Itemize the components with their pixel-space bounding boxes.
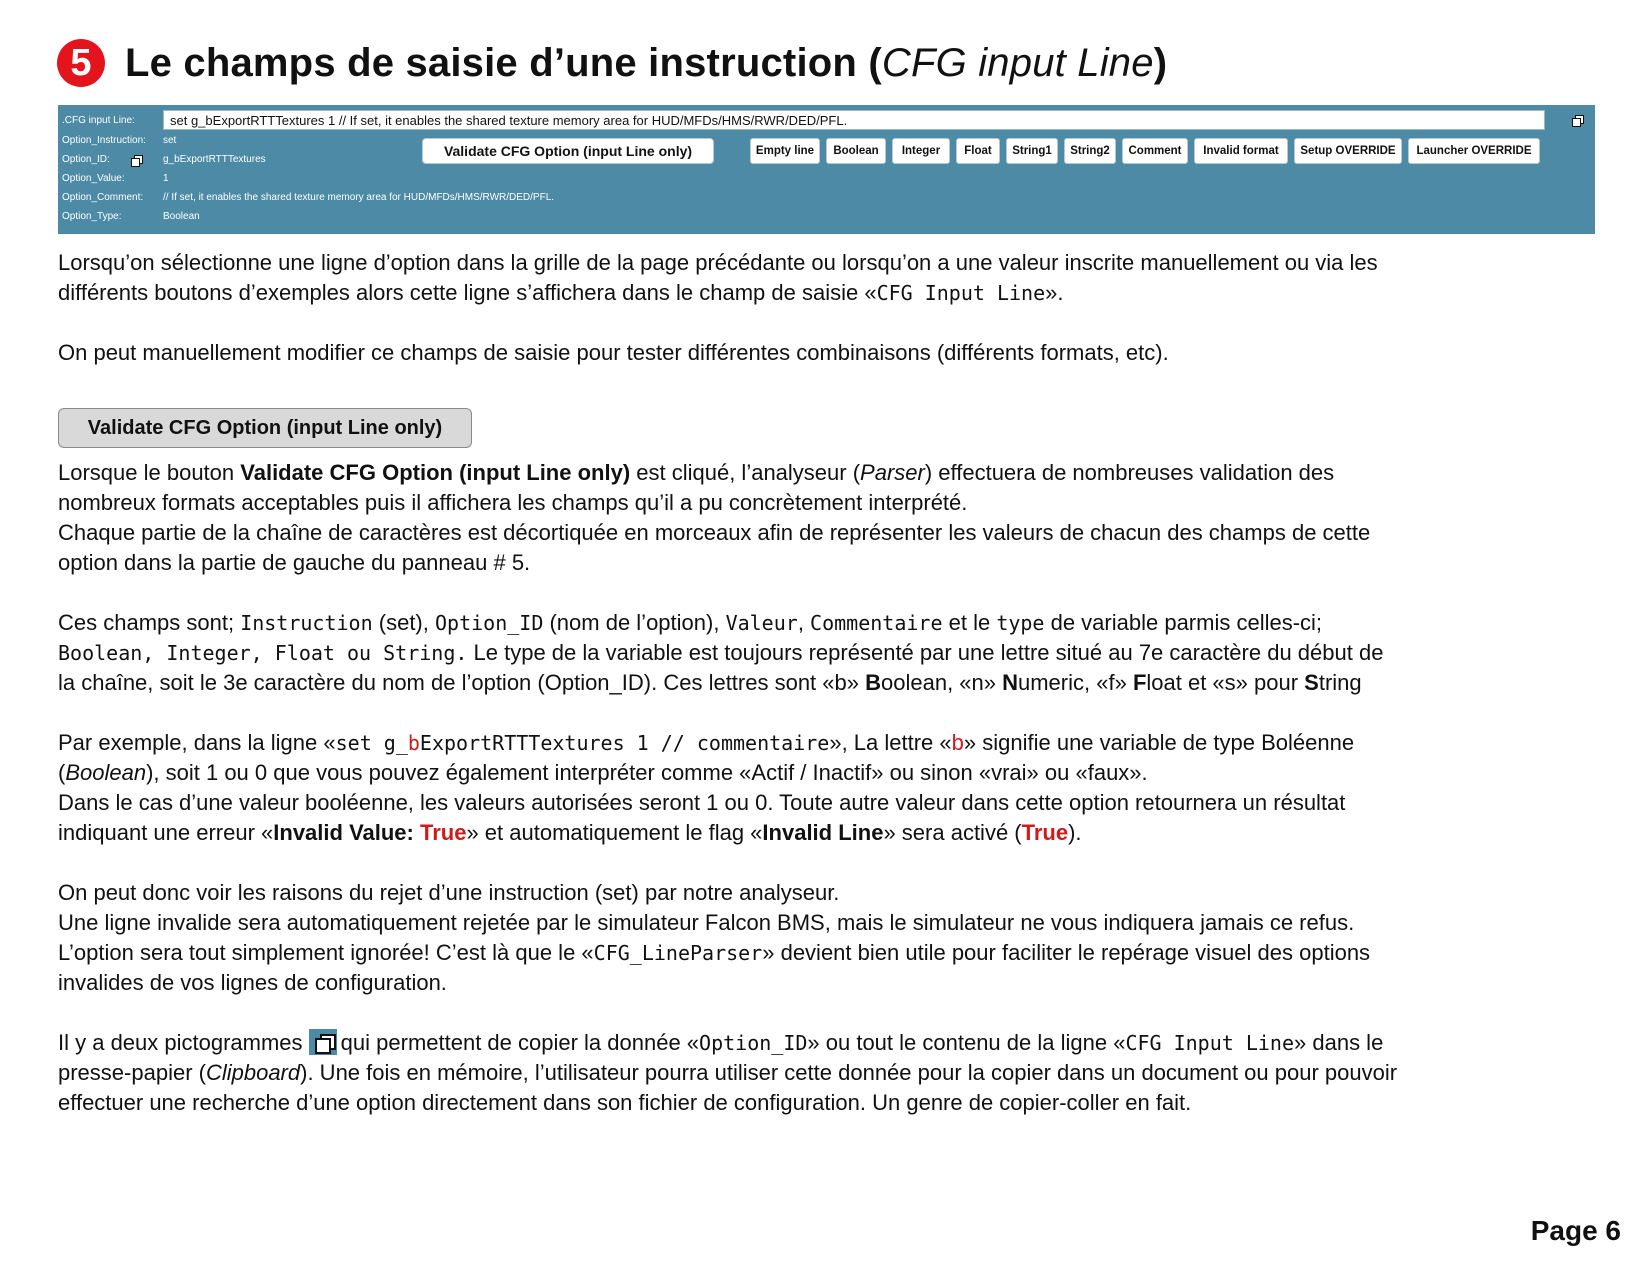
paragraph-line: (Boolean), soit 1 ou 0 que vous pouvez également interpréter comme «Actif / Inactif» ou sinon «vrai» ou «faux». xyxy=(58,760,1148,785)
paragraph-line: L’option sera tout simplement ignorée! C’est là que le «CFG_LineParser» devient bien utile pour faciliter le repérage visuel des options xyxy=(58,940,1371,965)
paragraph-line: différents boutons d’exemples alors cette ligne s’affichera dans le champ de saisie «CFG Input Line». xyxy=(58,280,1064,305)
validate-cfg-option-button-illustration: Validate CFG Option (input Line only) xyxy=(58,408,472,448)
cfg-input-line-label: .CFG input Line: xyxy=(62,115,135,126)
copy-icon[interactable] xyxy=(131,155,142,166)
paragraph-line: la chaîne, soit le 3e caractère du nom de l’option (Option_ID). Ces lettres sont «b» Boolean, «n» Numeric, «f» Float et «s» pour String xyxy=(58,670,1362,695)
sample-comment-button[interactable]: Comment xyxy=(1122,138,1188,164)
cfg-input-panel xyxy=(58,105,1595,234)
paragraph-line: On peut manuellement modifier ce champs de saisie pour tester différentes combinaisons (différents formats, etc). xyxy=(58,340,1169,365)
paragraph-line: Par exemple, dans la ligne «set g_bExportRTTTextures 1 // commentaire», La lettre «b» signifie une variable de type Boléenne xyxy=(58,730,1355,755)
paragraph-line: invalides de vos lignes de configuration. xyxy=(58,970,447,995)
validate-cfg-option-button[interactable]: Validate CFG Option (input Line only) xyxy=(422,138,714,164)
option-type-value: Boolean xyxy=(163,211,200,222)
option-instruction-value: set xyxy=(163,135,177,146)
option-value-label: Option_Value: xyxy=(62,173,125,184)
option-type-label: Option_Type: xyxy=(62,211,122,222)
sample-invalid-format-button[interactable]: Invalid format xyxy=(1194,138,1288,164)
sample-launcher-override-button[interactable]: Launcher OVERRIDE xyxy=(1408,138,1540,164)
option-comment-value: // If set, it enables the shared texture memory area for HUD/MFDs/HMS/RWR/DED/PFL. xyxy=(163,192,555,203)
paragraph-line: Lorsqu’on sélectionne une ligne d’option dans la grille de la page précédante ou lorsqu’on a une valeur inscrite manuellement ou via les xyxy=(58,250,1378,275)
paragraph-line: Une ligne invalide sera automatiquement rejetée par le simulateur Falcon BMS, mais le simulateur ne vous indiquera jamais ce refus. xyxy=(58,910,1355,935)
paragraph-line: nombreux formats acceptables puis il affichera les champs qu’il a pu concrètement interprété. xyxy=(58,490,968,515)
paragraph-line: On peut donc voir les raisons du rejet d’une instruction (set) par notre analyseur. xyxy=(58,880,840,905)
option-value-value: 1 xyxy=(163,173,169,184)
paragraph-line: presse-papier (Clipboard). Une fois en mémoire, l’utilisateur pourra utiliser cette donnée pour la copier dans un document ou pour pouvoir xyxy=(58,1060,1398,1085)
page-title: Le champs de saisie d’une instruction (CFG input Line) xyxy=(125,40,1168,85)
option-id-label: Option_ID: xyxy=(62,154,110,165)
sample-boolean-button[interactable]: Boolean xyxy=(826,138,886,164)
paragraph-line: option dans la partie de gauche du panneau # 5. xyxy=(58,550,531,575)
copy-icon xyxy=(309,1029,337,1055)
paragraph-line: Boolean, Integer, Float ou String. Le type de la variable est toujours représenté par une lettre situé au 7e caractère du début de xyxy=(58,640,1384,665)
paragraph-line: effectuer une recherche d’une option directement dans son fichier de configuration. Un genre de copier-coller en fait. xyxy=(58,1090,1192,1115)
sample-empty-line-button[interactable]: Empty line xyxy=(750,138,820,164)
sample-string2-button[interactable]: String2 xyxy=(1064,138,1116,164)
option-id-value: g_bExportRTTTextures xyxy=(163,154,266,165)
paragraph-line: indiquant une erreur «Invalid Value: True» et automatiquement le flag «Invalid Line» sera activé (True). xyxy=(58,820,1082,845)
paragraph-line: Lorsque le bouton Validate CFG Option (input Line only) est cliqué, l’analyseur (Parser) effectuera de nombreuses validation des xyxy=(58,460,1335,485)
sample-string1-button[interactable]: String1 xyxy=(1006,138,1058,164)
paragraph-line: Chaque partie de la chaîne de caractères est décortiquée en morceaux afin de représenter les valeurs de chacun des champs de cette xyxy=(58,520,1371,545)
page-number: Page 6 xyxy=(1530,1215,1621,1246)
option-instruction-label: Option_Instruction: xyxy=(62,135,146,146)
page-header xyxy=(57,38,1167,88)
copy-icon[interactable] xyxy=(1572,115,1583,126)
section-number-badge: 5 xyxy=(57,39,105,87)
paragraph-line: Il y a deux pictogrammes qui permettent de copier la donnée «Option_ID» ou tout le contenu de la ligne «CFG Input Line» dans le xyxy=(58,1030,1384,1055)
sample-setup-override-button[interactable]: Setup OVERRIDE xyxy=(1294,138,1402,164)
cfg-input-line-field[interactable]: set g_bExportRTTTextures 1 // If set, it enables the shared texture memory area for HUD/MFDs/HMS/RWR/DED/PFL. xyxy=(163,110,1545,130)
option-comment-label: Option_Comment: xyxy=(62,192,144,203)
sample-float-button[interactable]: Float xyxy=(956,138,1000,164)
sample-integer-button[interactable]: Integer xyxy=(892,138,950,164)
paragraph-line: Dans le cas d’une valeur booléenne, les valeurs autorisées seront 1 ou 0. Toute autre valeur dans cette option retournera un résultat xyxy=(58,790,1346,815)
paragraph-line: Ces champs sont; Instruction (set), Option_ID (nom de l’option), Valeur, Commentaire et le type de variable parmis celles-ci; xyxy=(58,610,1323,635)
